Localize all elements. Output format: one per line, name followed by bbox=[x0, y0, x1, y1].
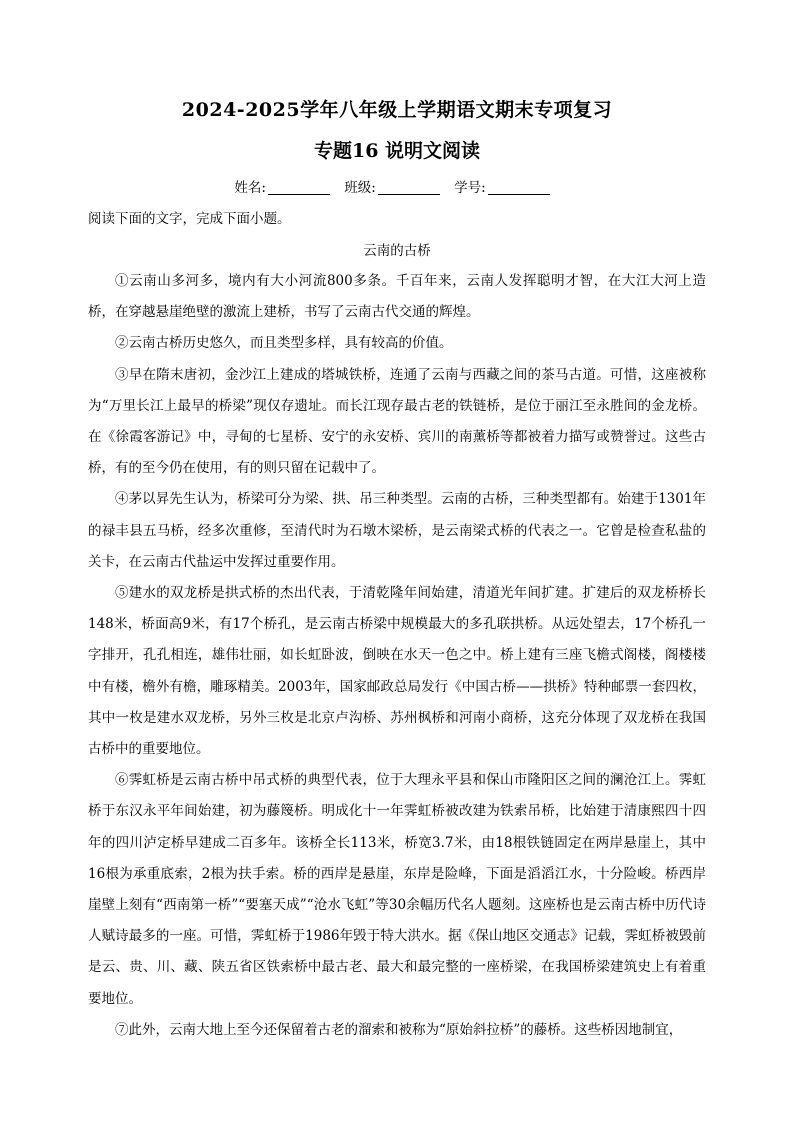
document-subtitle: 专题16 说明文阅读 bbox=[313, 140, 481, 162]
id-blank[interactable] bbox=[488, 180, 550, 195]
paragraph-1: ①云南山多河多，境内有大小河流800多条。千百年来，云南人发挥聪明才智，在大江大河上造桥，在穿越悬崖绝壁的激流上建桥，书写了云南古代交通的辉煌。 bbox=[88, 273, 706, 321]
document-title: 2024-2025学年八年级上学期语文期末专项复习 bbox=[181, 99, 613, 121]
article-body bbox=[88, 266, 706, 1046]
class-label: 班级: bbox=[344, 180, 376, 196]
class-blank[interactable] bbox=[378, 180, 440, 195]
article-title: 云南的古桥 bbox=[363, 243, 431, 259]
student-info-line bbox=[0, 176, 794, 196]
paragraph-4: ④茅以昇先生认为，桥梁可分为梁、拱、吊三种类型。云南的古桥，三种类型都有。始建于1301年的禄丰县五马桥，经多次重修，至清代时为石墩木梁桥，是云南梁式桥的代表之一。它曾是检查私盐的关卡，在云南古代盐运中发挥过重要作用。 bbox=[88, 491, 706, 570]
paragraph-2: ②云南古桥历史悠久，而且类型多样，具有较高的价值。 bbox=[115, 335, 453, 352]
paragraph-3: ③早在隋末唐初，金沙江上建成的塔城铁桥，连通了云南与西藏之间的茶马古道。可惜，这座被称为“万里长江上最早的桥梁”现仅存遗址。而长江现存最古老的铁链桥，是位于丽江至永胜间的金龙桥。在《徐霞客游记》中，寻甸的七星桥、安宁的永安桥、宾川的南薰桥等都被着力描写或赞誉过。这些古桥，有的至今仍在使用，有的则只留在记载中了。 bbox=[88, 366, 706, 477]
name-blank[interactable] bbox=[268, 180, 330, 195]
paragraph-6: ⑥霁虹桥是云南古桥中吊式桥的典型代表，位于大理永平县和保山市隆阳区之间的澜沧江上。霁虹桥于东汉永平年间始建，初为藤篾桥。明成化十一年霁虹桥被改建为铁索吊桥，比始建于清康熙四十四年的四川泸定桥早建成二百多年。该桥全长113米，桥宽3.7米，由18根铁链固定在两岸悬崖上，其中16根为承重底索，2根为扶手索。桥的西岸是悬崖，东岸是险峰，下面是滔滔江水，十分险峻。桥西岸崖壁上刻有“西南第一桥”“要塞天成”“沧水飞虹”等30余幅历代名人题刻。这座桥也是云南古桥中历代诗人赋诗最多的一座。可惜，霁虹桥于1986年毁于特大洪水。据《保山地区交通志》记载，霁虹桥被毁前是云、贵、川、藏、陕五省区铁索桥中最古老、最大和最完整的一座桥梁，在我国桥梁建筑史上有着重要地位。 bbox=[88, 772, 706, 1007]
id-label: 学号: bbox=[454, 180, 486, 196]
paragraph-7: ⑦此外，云南大地上至今还保留着古老的溜索和被称为“原始斜拉桥”的藤桥。这些桥因地制宜， bbox=[115, 1021, 683, 1038]
paragraph-5: ⑤建水的双龙桥是拱式桥的杰出代表，于清乾隆年间始建，清道光年间扩建。扩建后的双龙桥桥长148米，桥面高9米，有17个桥孔，是云南古桥梁中规模最大的多孔联拱桥。从远处望去，17个桥孔一字排开，孔孔相连，雄伟壮丽，如长虹卧波，倒映在水天一色之中。桥上建有三座飞檐式阁楼，阁楼楼中有楼，檐外有檐，雕琢精美。2003年，国家邮政总局发行《中国古桥——拱桥》特种邮票一套四枚，其中一枚是建水双龙桥，另外三枚是北京卢沟桥、苏州枫桥和河南小商桥，这充分体现了双龙桥在我国古桥中的重要地位。 bbox=[88, 585, 706, 758]
instruction-text: 阅读下面的文字，完成下面小题。 bbox=[88, 211, 291, 227]
name-label: 姓名: bbox=[234, 180, 266, 196]
